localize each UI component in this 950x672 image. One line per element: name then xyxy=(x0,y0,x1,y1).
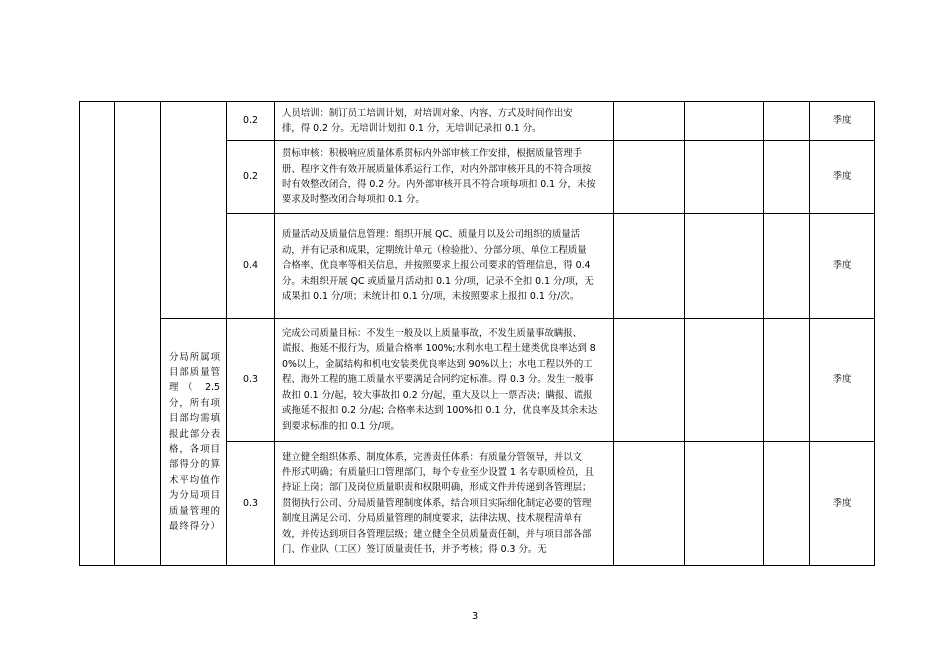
criteria-line: 持证上岗；部门及岗位质量职责和权限明确，形成文件并传递到各管理层； xyxy=(282,482,592,494)
blank-cell xyxy=(764,442,810,566)
blank-cell xyxy=(685,141,764,214)
blank-cell xyxy=(685,214,764,319)
criteria-line: 贯标审核：积极响应质量体系贯标内外部审核工作安排，根据质量管理手 xyxy=(282,148,583,160)
criteria-line: 建立健全组织体系、制度体系，完善责任体系：有质量分管领导，并以文 xyxy=(282,451,583,463)
blank-cell xyxy=(614,102,685,141)
score-cell: 0.2 xyxy=(227,141,275,214)
blank-cell xyxy=(614,214,685,319)
category-line: 最终得分） xyxy=(169,521,220,533)
criteria-line: 动，并有记录和成果，定期统计单元（检验批）、分部分项、单位工程质量 xyxy=(282,244,587,256)
frequency-cell: 季度 xyxy=(810,319,875,442)
table-row xyxy=(80,319,875,442)
criteria-line: 或拖延不报扣 0.2 分/起; 合格率未达到 100%扣 0.1 分，优良率及其余未达 xyxy=(282,405,598,417)
criteria-line: 制度且满足公司、分局质量管理的制度要求，法律法规、技术规程清单有 xyxy=(282,513,583,525)
blank-cell xyxy=(685,442,764,566)
criteria-line: 效，并传达到项目各管理层级；建立健全全员质量责任制，并与项目部各部 xyxy=(282,528,592,540)
blank-cell xyxy=(764,141,810,214)
table-row xyxy=(80,102,875,141)
criteria-line: 贯彻执行公司、分局质量管理制度体系，结合项目实际细化制定必要的管理 xyxy=(282,497,592,509)
criteria-line: 门、作业队（工区）签订质量责任书，并予考核；得 0.3 分。无 xyxy=(282,544,547,556)
criteria-line: 件形式明确；有质量归口管理部门，每个专业至少设置 1 名专职质检员，且 xyxy=(282,466,594,478)
criteria-cell xyxy=(275,102,614,141)
criteria-line: 册、程序文件有效开展质量体系运行工作，对内外部审核开具的不符合项按 xyxy=(282,163,592,175)
blank-cell xyxy=(80,102,115,566)
category-line: 目部均需填 xyxy=(169,413,220,425)
frequency-cell: 季度 xyxy=(810,442,875,566)
category-cell xyxy=(161,319,227,566)
category-line: 报此部分表 xyxy=(169,428,220,440)
blank-cell xyxy=(614,319,685,442)
score-cell: 0.4 xyxy=(227,214,275,319)
frequency-cell: 季度 xyxy=(810,141,875,214)
criteria-cell xyxy=(275,141,614,214)
criteria-line: 分。未组织开展 QC 或质量月活动扣 0.1 分/项，记录不全扣 0.1 分/项，无 xyxy=(282,275,594,287)
category-line: 分局所属项 xyxy=(169,351,220,363)
category-line: 质量管理的 xyxy=(169,505,220,517)
category-line: 目部质量管 xyxy=(169,366,220,378)
criteria-line: 到要求标准的扣 0.1 分/项。 xyxy=(282,420,400,432)
criteria-line: 谎报、拖延不报行为，质量合格率 100%;水利水电工程土建类优良率达到 8 xyxy=(282,343,596,355)
criteria-line: 要求及时整改闭合每项扣 0.1 分。 xyxy=(282,194,425,206)
criteria-cell xyxy=(275,442,614,566)
scoring-table xyxy=(79,101,875,566)
blank-cell xyxy=(115,102,161,566)
frequency-cell: 季度 xyxy=(810,102,875,141)
score-cell: 0.2 xyxy=(227,102,275,141)
criteria-line: 质量活动及质量信息管理：组织开展 QC、质量月以及公司组织的质量活 xyxy=(282,229,581,241)
page-number: 3 xyxy=(471,611,479,622)
score-cell: 0.3 xyxy=(227,442,275,566)
blank-cell xyxy=(614,141,685,214)
criteria-line: 程、海外工程的施工质量水平要满足合同约定标准。得 0.3 分。发生一般事 xyxy=(282,374,594,386)
blank-cell xyxy=(685,102,764,141)
blank-cell xyxy=(764,319,810,442)
frequency-cell: 季度 xyxy=(810,214,875,319)
criteria-line: 排，得 0.2 分。无培训计划扣 0.1 分，无培训记录扣 0.1 分。 xyxy=(282,123,542,134)
criteria-line: 人员培训：制订员工培训计划，对培训对象、内容、方式及时间作出安 xyxy=(282,107,573,119)
score-cell: 0.3 xyxy=(227,319,275,442)
criteria-cell xyxy=(275,319,614,442)
category-line: 术平均值作 xyxy=(169,474,220,486)
criteria-line: 时有效整改闭合，得 0.2 分。内外部审核开具不符合项每项扣 0.1 分，未按 xyxy=(282,179,596,190)
criteria-cell xyxy=(275,214,614,319)
criteria-line: 完成公司质量目标：不发生一般及以上质量事故，不发生质量事故瞒报、 xyxy=(282,328,583,340)
criteria-line: 故扣 0.1 分/起，较大事故扣 0.2 分/起，重大及以上一票否决；瞒报、谎报 xyxy=(282,389,593,401)
category-line: 分，所有项 xyxy=(169,397,220,409)
blank-cell xyxy=(764,214,810,319)
category-line: 理（ 2.5 xyxy=(169,382,220,394)
blank-cell xyxy=(685,319,764,442)
blank-cell xyxy=(764,102,810,141)
criteria-line: 0%以上，金属结构和机电安装类优良率达到 90%以上；水电工程以外的工 xyxy=(282,358,593,370)
blank-cell xyxy=(161,102,227,319)
criteria-line: 合格率、优良率等相关信息，并按照要求上报公司要求的管理信息，得 0.4 xyxy=(282,260,591,272)
category-line: 格，各项目 xyxy=(169,444,220,455)
blank-cell xyxy=(614,442,685,566)
criteria-line: 成果扣 0.1 分/项；未统计扣 0.1 分/项，未按照要求上报扣 0.1 分/次。 xyxy=(282,291,580,303)
category-line: 为分局项目 xyxy=(169,490,220,502)
category-line: 部得分的算 xyxy=(169,459,220,471)
